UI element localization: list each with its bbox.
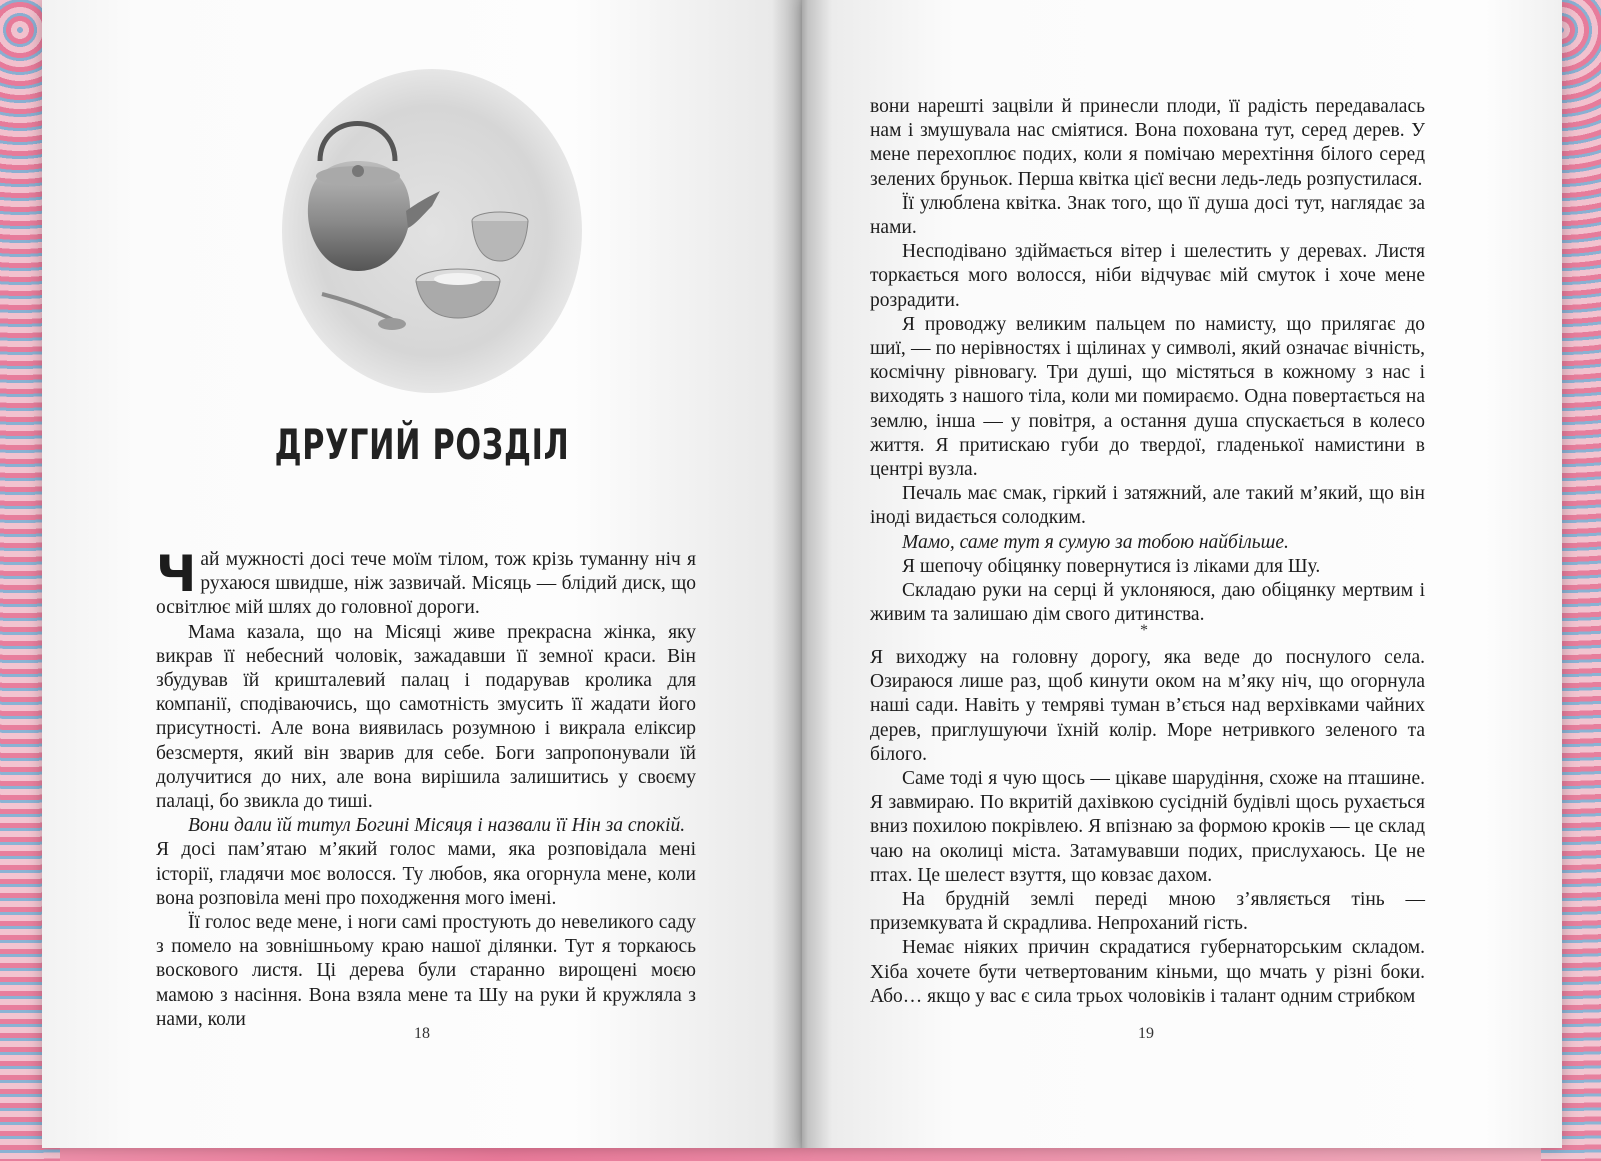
paragraph: На брудній землі переді мною з’являється тінь — приземкувата й скрадлива. Непроханий гість. — [870, 889, 1425, 935]
paragraph: Її голос веде мене, і ноги самі простують до невеликого саду з помело на зовнішньому краю нашої ділянки. Тут я торкаюсь воскового листя. Ці дерева були старанно вирощені моєю мамою з насіння. Вона взяла мене та Шу на руки й кружляла з нами, коли — [156, 912, 696, 1030]
paragraph: Саме тоді я чую щось — цікаве шарудіння, схоже на пташине. Я завмираю. По вкритій дахівкою сусідній будівлі щось рухається вниз похилою покрівлею. Я впізнаю за формою кроків — це склад чаю на околиці міста. Затамувавши подих, прислухаюсь. Це не птах. Це шелест взуття, що ковзає дахом. — [870, 768, 1425, 886]
book-spine — [772, 0, 832, 1148]
paragraph: Я досі пам’ятаю м’який голос мами, яка розповідала мені історії, гладячи моє волосся. Ту любов, яка огорнула мене, коли вона розповіла мені про походження мого імені. — [156, 839, 696, 909]
drop-cap: Ч — [156, 545, 197, 603]
paragraph: Її улюблена квітка. Знак того, що її душа досі тут, наглядає за нами. — [870, 192, 1425, 239]
section-separator: * — [1140, 622, 1148, 639]
paragraph: Вони дали їй титул Богині Місяця і назвали її Нін за спокій. — [188, 815, 686, 837]
page-number-right: 19 — [1138, 1025, 1154, 1042]
paragraph: Чай мужності досі тече моїм тілом, тож крізь туманну ніч я рухаюся швидше, ніж зазвичай. Місяць — блідий диск, що освітлює мій шлях до головної дороги. — [156, 545, 696, 619]
paragraph: Несподівано здіймається вітер і шелестить у деревах. Листя торкається мого волосся, ніби відчуває мій смуток і хоче мене розрадити. — [870, 241, 1425, 311]
paragraph: Мамо, саме тут я сумую за тобою найбільше. — [902, 531, 1289, 553]
paragraph: Складаю руки на серці й уклоняюся, даю обіцянку мертвим і живим та залишаю дім свого дитинства. — [870, 580, 1425, 626]
paragraph: Я шепочу обіцянку повернутися із ліками для Шу. — [902, 555, 1321, 577]
teapot-cups-illustration — [280, 66, 585, 396]
chapter-title: ДРУГИЙ РОЗДІЛ — [274, 420, 570, 469]
left-page-body — [156, 545, 696, 1032]
paragraph: Я виходжу на головну дорогу, яка веде до поснулого села. Озираюся лише раз, щоб кинути оком на м’яку ніч, що огорнула наші сади. Навіть у темряві туман в’ється над верхівками чайних дерев, приглушуючи їхній колір. Море нетривкого зеленого та білого. — [870, 647, 1425, 765]
paragraph: Мама казала, що на Місяці живе прекрасна жінка, яку викрав її небесний чоловік, зажадавши її земної краси. Він збудував їй кришталевий палац і подарував кролика для компанії, сподіваючись, що самотність змусить її жадати його присутності. Але вона виявилась розумною і викрала еліксир безсмертя, який він зварив для себе. Боги запропонували їй долучитися до них, але вона вирішила залишитись у своєму палаці, бо звикла до тиші. — [156, 621, 696, 813]
paragraph: Я проводжу великим пальцем по намисту, що прилягає до шиї, — по нерівностях і щілинах у символі, який означає вічність, космічну рівновагу. Три душі, що містяться в кожному з нас і виходять з нашого тіла, коли ми помираємо. Одна повертається на землю, інша — у повітря, а остання душа спускається в колесо життя. Я притискаю губи до твердої, гладенької намистини в центрі вузла. — [870, 313, 1425, 481]
page-number-left: 18 — [414, 1025, 430, 1042]
right-page-body-bottom — [870, 646, 1425, 1009]
paragraph: Немає ніяких причин скрадатися губернаторським складом. Хіба хочете бути четвертованим кіньми, що мчать у різні боки. Або… якщо у вас є сила трьох чоловіків і талант одним стрибком — [870, 937, 1425, 1007]
right-page-body-top — [870, 95, 1425, 627]
paragraph: вони нарешті зацвіли й принесли плоди, її радість передавалась нам і змушувала нас сміятися. Вона похована тут, серед дерев. У мене перехоплює подих, коли я помічаю мерехтіння білого серед зелених бруньок. Перша квітка цієї весни ледь-ледь розпустилася. — [870, 96, 1425, 190]
paragraph: Печаль має смак, гіркий і затяжний, але такий м’який, що він іноді видається солодким. — [870, 483, 1425, 529]
